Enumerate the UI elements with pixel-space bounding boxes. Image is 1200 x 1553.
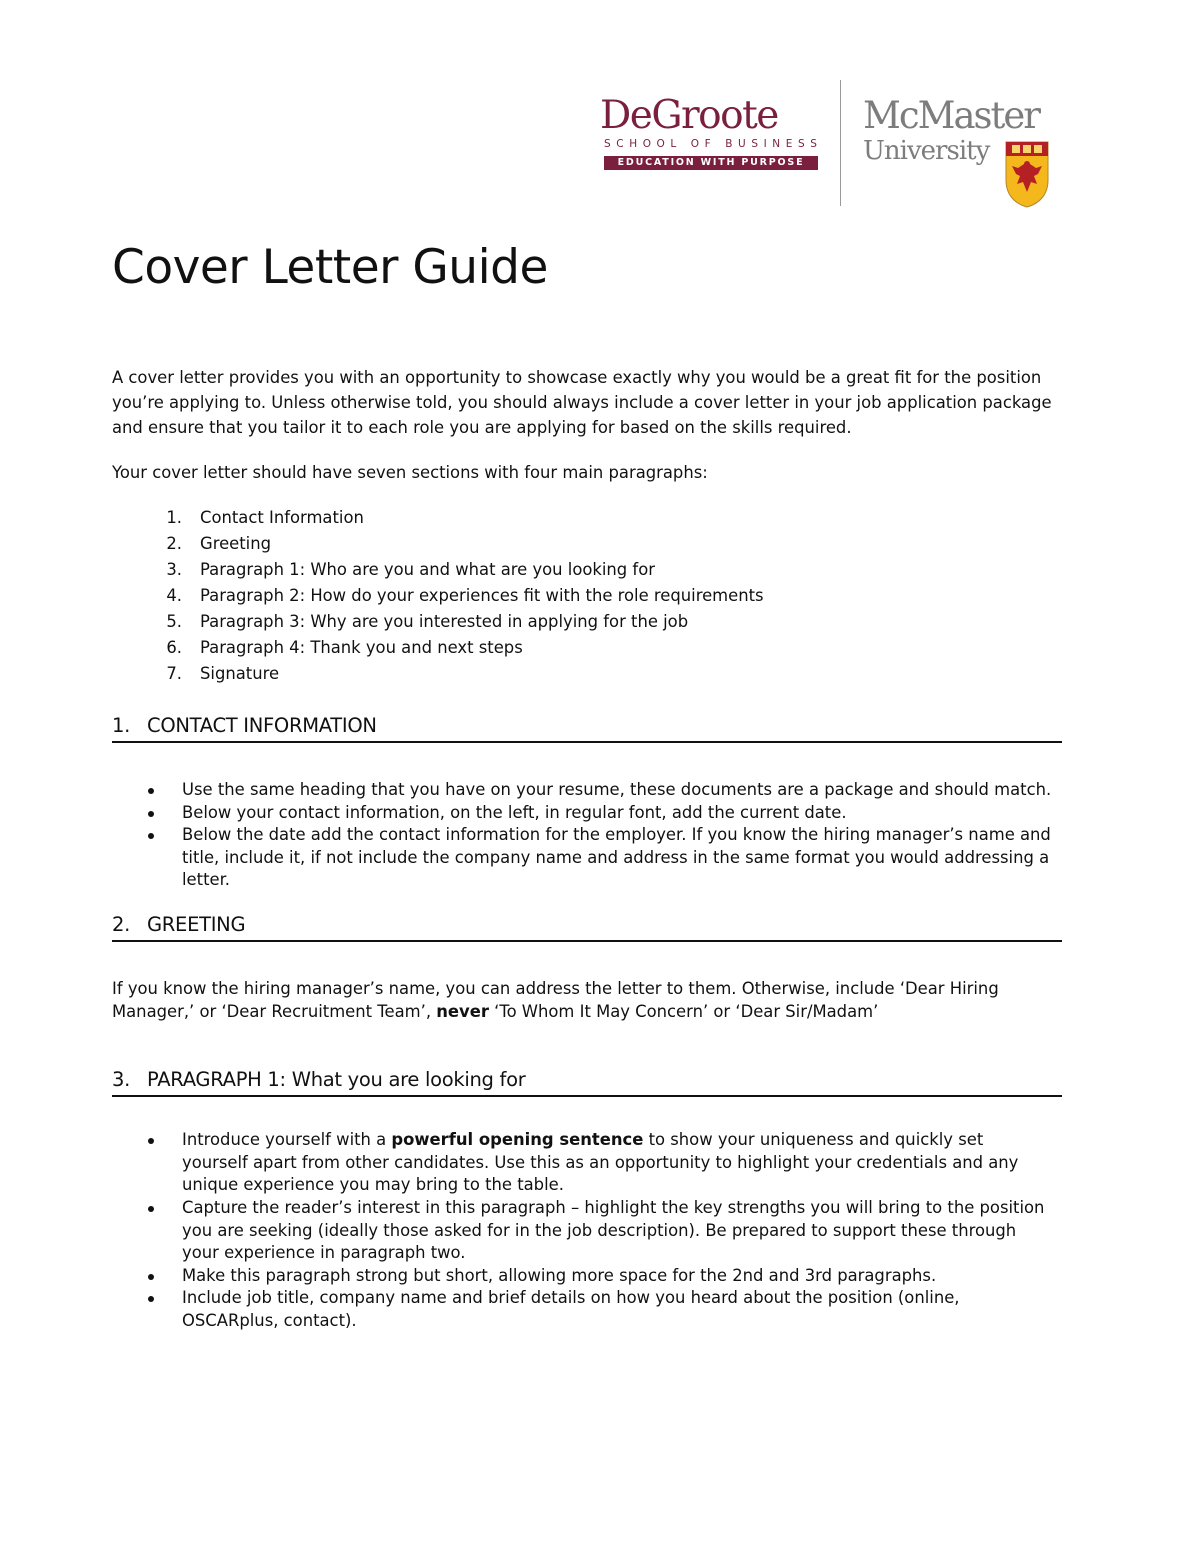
list-item: 1. Contact Information (166, 508, 364, 527)
bullet-icon (112, 1129, 182, 1197)
degroote-wordmark: DeGroote (600, 93, 778, 138)
list-item: Include job title, company name and brief details on how you heard about the position (online, OSCARplus, contact). (112, 1287, 1062, 1332)
sections-summary: Your cover letter should have seven sections with four main paragraphs: (112, 463, 708, 482)
degroote-logo (600, 94, 822, 170)
section-list (112, 505, 1062, 687)
list-item: 5. Paragraph 3: Why are you interested in applying for the job (166, 612, 689, 631)
header-logos (600, 80, 1060, 208)
list-item: Capture the reader’s interest in this paragraph – highlight the key strengths you will bring to the position you are seeking (ideally those asked for in the job description). Be prepared to support these through your experience in paragraph two. (112, 1197, 1062, 1265)
list-item: 4. Paragraph 2: How do your experiences fit with the role requirements (166, 586, 764, 605)
list-item: 7. Signature (166, 664, 280, 683)
intro-paragraph: A cover letter provides you with an opportunity to showcase exactly why you would be a great fit for the position you’re applying to. Unless otherwise told, you should always include a cover letter in your job application package and ensure that you tailor it to each role you are applying for based on the skills required. (112, 368, 1052, 437)
document-body (112, 365, 1062, 1333)
bullet-icon (112, 779, 182, 802)
bullet-icon (112, 802, 182, 825)
list-item: Below your contact information, on the left, in regular font, add the current date. (112, 802, 1062, 825)
contact-bullet-list (112, 779, 1062, 892)
degroote-school-label: SCHOOL OF BUSINESS (604, 138, 823, 150)
list-item: 3. Paragraph 1: Who are you and what are you looking for (166, 560, 655, 579)
list-item: Use the same heading that you have on your resume, these documents are a package and should match. (112, 779, 1062, 802)
paragraph1-bullet-list (112, 1129, 1062, 1332)
degroote-tagline: EDUCATION WITH PURPOSE (604, 156, 818, 170)
section-heading-contact: 1. CONTACT INFORMATION (112, 713, 1062, 743)
list-item: 2. Greeting (166, 534, 272, 553)
bullet-icon (112, 1197, 182, 1265)
page-title: Cover Letter Guide (112, 240, 548, 295)
mcmaster-wordmark: McMaster (863, 94, 1039, 137)
bullet-icon (112, 1287, 182, 1332)
mcmaster-crest-icon (1004, 140, 1050, 208)
logo-divider (840, 80, 841, 206)
list-item: Introduce yourself with a powerful opening sentence to show your uniqueness and quickly set yourself apart from other candidates. Use this as an opportunity to highlight your credentials and any unique experience you may bring to the table. (112, 1129, 1062, 1197)
list-item: 6. Paragraph 4: Thank you and next steps (166, 638, 523, 657)
mcmaster-university-label: University (863, 136, 990, 166)
section-heading-greeting: 2. GREETING (112, 912, 1062, 942)
list-item: Below the date add the contact information for the employer. If you know the hiring manager’s name and title, include it, if not include the company name and address in the same format you would addressing a letter. (112, 824, 1062, 892)
section-heading-paragraph1: 3. PARAGRAPH 1: What you are looking for (112, 1067, 1062, 1097)
list-item: Make this paragraph strong but short, allowing more space for the 2nd and 3rd paragraphs. (112, 1265, 1062, 1288)
greeting-paragraph: If you know the hiring manager’s name, you can address the letter to them. Otherwise, include ‘Dear Hiring Manager,’ or ‘Dear Recruitment Team’, never ‘To Whom It May Concern’ or ‘Dear Sir/Madam’ (112, 978, 999, 1021)
bullet-icon (112, 1265, 182, 1288)
bullet-icon (112, 824, 182, 892)
